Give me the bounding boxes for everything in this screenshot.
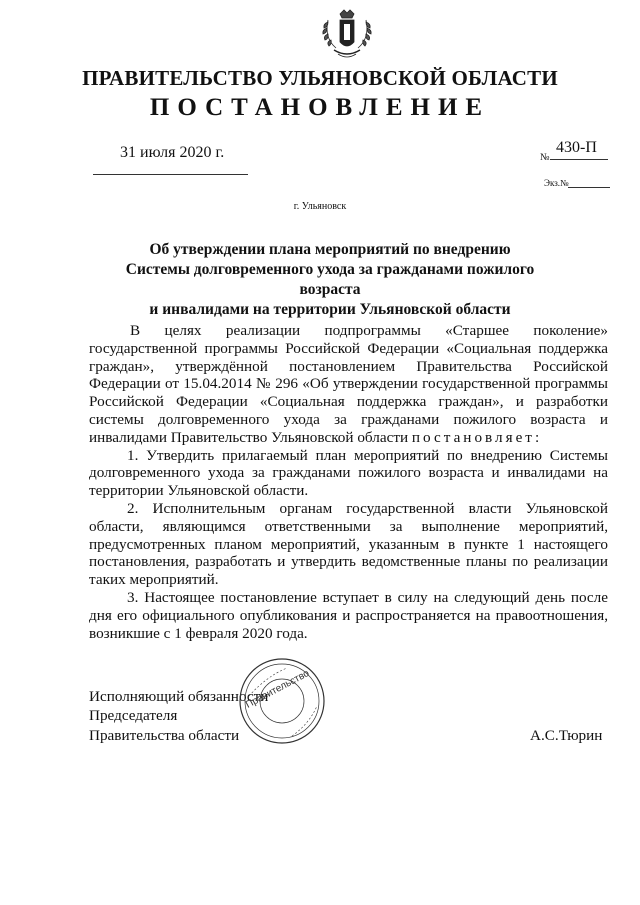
copy-number-label: Экз.№	[544, 178, 569, 188]
item-1: 1. Утвердить прилагаемый план мероприятий по внедрению Системы долговременного ухода за гражданами пожилого возраста и инвалидами на территории Ульяновской области.	[89, 446, 608, 500]
signatory-position-line-2: Председателя	[89, 707, 178, 724]
seal-text: Правительство	[244, 667, 312, 711]
signatory-position-line-3: Правительства области	[89, 727, 240, 744]
preamble-verb: постановляет:	[411, 428, 543, 446]
signatory-position-line-1: Исполняющий обязанности	[89, 688, 269, 705]
city: г. Ульяновск	[293, 201, 347, 212]
document-title	[95, 240, 565, 320]
document-number: 430-П	[556, 139, 597, 156]
organization-title: ПРАВИТЕЛЬСТВО УЛЬЯНОВСКОЙ ОБЛАСТИ	[82, 66, 558, 90]
item-3: 3. Настоящее постановление вступает в силу на следующий день после дня его официального опубликования и распространяется на правоотношения, возникшие с 1 февраля 2020 года.	[89, 588, 608, 642]
document-body	[89, 322, 608, 642]
copy-number-underline	[568, 187, 610, 188]
number-underline	[550, 159, 608, 160]
coat-of-arms-icon	[316, 8, 378, 66]
preamble-paragraph	[89, 322, 608, 447]
date-underline	[93, 174, 248, 175]
title-line-2: Системы долговременного ухода за гражданами пожилого возраста	[125, 261, 535, 298]
signatory-name: А.С.Тюрин	[530, 727, 603, 744]
preamble-text: В целях реализации подпрограммы «Старшее поколение» государственной программы Российской Федерации «Социальная поддержка граждан», утверждённой постановлением Правительства Российской Федерации от 15.04.2014 № 296 «Об утверждении государственной программы Российской Федерации «Социальная поддержка граждан», и разработки системы долговременного ухода за гражданами пожилого возраста и инвалидами Правительство Ульяновской области	[89, 322, 608, 446]
document-type: ПОСТАНОВЛЕНИЕ	[149, 94, 491, 121]
number-sign: №	[540, 152, 550, 163]
title-line-1: Об утверждении плана мероприятий по внедрению	[149, 241, 511, 258]
document-date: 31 июля 2020 г.	[120, 144, 225, 161]
item-2: 2. Исполнительным органам государственной власти Ульяновской области, являющимся ответственными за выполнение мероприятий, предусмотренных планом мероприятий, указанным в пункте 1 настоящего постановления, разработать и утвердить ведомственные планы по реализации таких мероприятий.	[89, 499, 608, 589]
title-line-3: и инвалидами на территории Ульяновской области	[149, 301, 511, 318]
